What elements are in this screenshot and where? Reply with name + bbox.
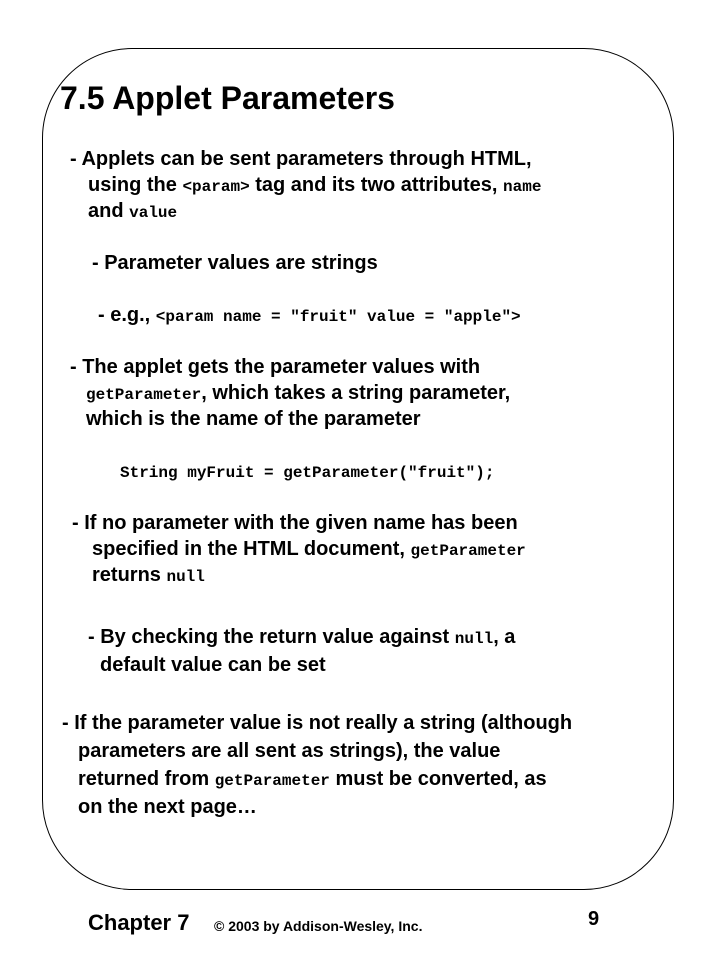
code-string-myfruit: String myFruit = getParameter("fruit");	[120, 464, 495, 482]
code-getparameter: getParameter	[214, 772, 330, 790]
bullet-no-parameter-cont	[92, 536, 526, 564]
bullet-not-string	[62, 710, 572, 736]
text: returns	[92, 564, 167, 586]
text: which is the name of the parameter	[86, 408, 421, 430]
code-null: null	[166, 568, 205, 586]
text: - e.g.,	[98, 304, 156, 326]
text: - Applets can be sent parameters through HTML,	[70, 148, 532, 170]
bullet-no-parameter	[72, 510, 518, 536]
bullet-getparameter	[70, 354, 480, 380]
text: using the	[88, 174, 183, 196]
text: , a	[493, 626, 516, 648]
footer-copyright: © 2003 by Addison-Wesley, Inc.	[214, 918, 423, 934]
code-getparameter: getParameter	[410, 542, 526, 560]
text: tag and its two attributes,	[249, 174, 504, 196]
bullet-not-string-cont3	[78, 794, 257, 820]
text: and	[88, 200, 130, 222]
bullet-getparameter-cont2	[86, 406, 421, 432]
bullet-applets-parameters-cont	[88, 172, 541, 200]
text: default value can be set	[100, 654, 326, 676]
page-number: 9	[588, 908, 600, 930]
bullet-example	[98, 302, 521, 330]
text: parameters are all sent as strings), the value	[78, 740, 501, 762]
text: returned from	[78, 768, 215, 790]
bullet-applets-parameters-cont2	[88, 198, 177, 226]
code-null: null	[454, 630, 494, 648]
bullet-not-string-cont2	[78, 766, 547, 794]
bullet-getparameter-cont	[86, 380, 510, 408]
text: - By checking the return value against	[88, 626, 455, 648]
text: , which takes a string parameter,	[201, 382, 511, 404]
slide-title: 7.5 Applet Parameters	[60, 80, 395, 116]
code-param-example: <param name = "fruit" value = "apple">	[155, 308, 521, 326]
bullet-strings	[92, 250, 378, 276]
text: - The applet gets the parameter values with	[70, 356, 481, 378]
footer-chapter: Chapter 7	[88, 910, 190, 935]
code-name: name	[503, 178, 542, 196]
text: - Parameter values are strings	[92, 252, 378, 274]
code-param-tag: <param>	[182, 178, 250, 196]
code-getparameter: getParameter	[86, 386, 202, 404]
code-value: value	[129, 204, 178, 222]
text: on the next page…	[78, 796, 257, 818]
text: - If no parameter with the given name has been	[72, 512, 518, 534]
bullet-not-string-cont	[78, 738, 500, 764]
text: - If the parameter value is not really a string (although	[62, 712, 573, 734]
bullet-applets-parameters	[70, 146, 532, 172]
bullet-checking-null	[88, 624, 515, 652]
text: must be converted, as	[329, 768, 547, 790]
code-example-line	[120, 458, 494, 486]
bullet-checking-null-cont	[100, 652, 326, 678]
bullet-no-parameter-cont2	[92, 562, 205, 590]
text: specified in the HTML document,	[92, 538, 411, 560]
